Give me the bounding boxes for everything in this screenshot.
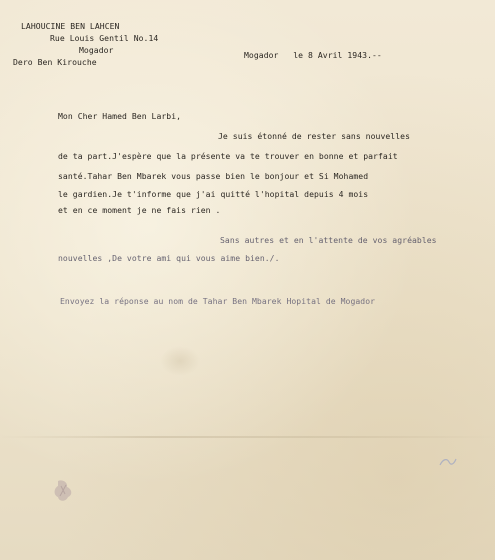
sender-city: Mogador xyxy=(79,45,114,55)
body-line-4: le gardien.Je t'informe que j'ai quitté l'hopital depuis 4 mois xyxy=(58,189,369,199)
paper-fold xyxy=(0,436,495,438)
closing-line-1: Sans autres et en l'attente de vos agréables xyxy=(220,235,437,245)
postscript: Envoyez la réponse au nom de Tahar Ben Mbarek Hopital de Mogador xyxy=(60,296,376,306)
body-line-1: Je suis étonné de rester sans nouvelles xyxy=(218,131,410,141)
ink-stain-mark xyxy=(52,478,76,504)
sender-district: Dero Ben Kirouche xyxy=(13,57,97,67)
greeting: Mon Cher Hamed Ben Larbi, xyxy=(58,111,182,121)
body-line-3: santé.Tahar Ben Mbarek vous passe bien le bonjour et Si Mohamed xyxy=(58,171,369,181)
body-line-5: et en ce moment je ne fais rien . xyxy=(58,205,221,215)
paper-smudge xyxy=(160,346,200,376)
closing-line-2: nouvelles ,De votre ami qui vous aime bien./. xyxy=(58,253,280,263)
sender-name: LAHOUCINE BEN LAHCEN xyxy=(21,21,120,31)
pencil-mark xyxy=(437,455,459,469)
body-line-2: de ta part.J'espère que la présente va te trouver en bonne et parfait xyxy=(58,151,398,161)
date-line: Mogador le 8 Avril 1943.-- xyxy=(244,50,382,60)
sender-street: Rue Louis Gentil No.14 xyxy=(50,33,159,43)
